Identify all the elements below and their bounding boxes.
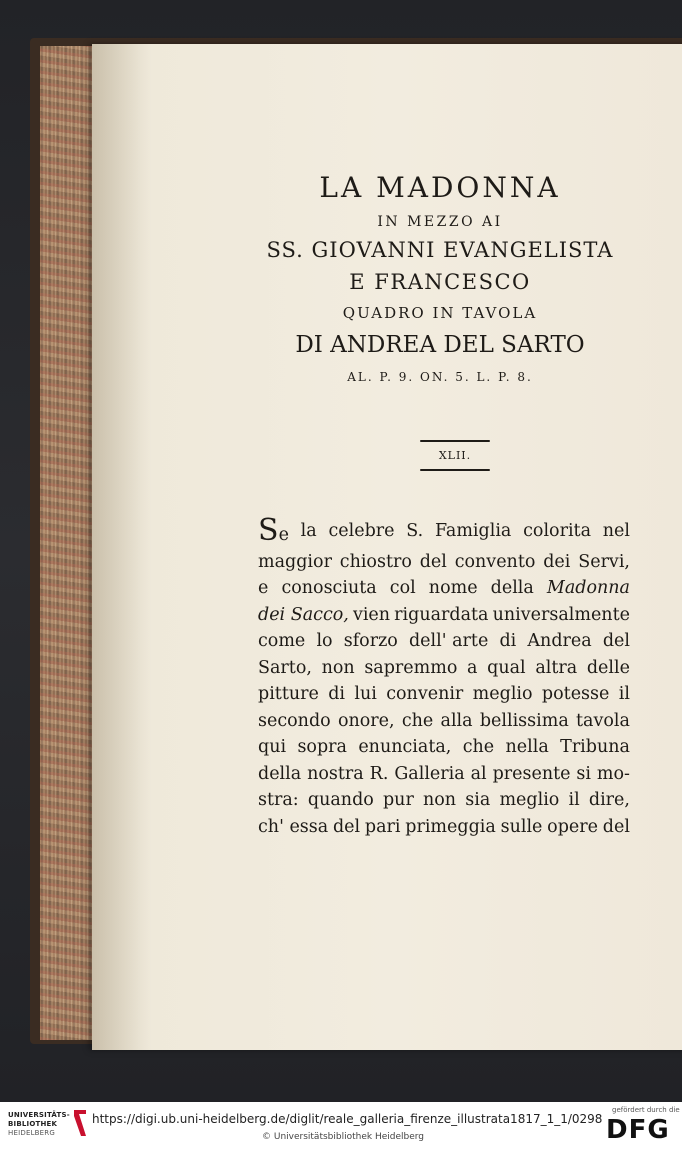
body-paragraph bbox=[258, 513, 630, 840]
title-line-2: IN MEZZO AI bbox=[377, 214, 503, 230]
word: delle bbox=[586, 657, 630, 678]
word: nel bbox=[602, 521, 630, 541]
permalink-url[interactable]: https://digi.ub.uni-heidelberg.de/diglit/reale_galleria_firenze_illustrata1817_1_1/0298 bbox=[92, 1112, 603, 1126]
title-block bbox=[240, 170, 640, 392]
text-line bbox=[258, 761, 630, 788]
word: dei bbox=[543, 551, 571, 572]
word: alla bbox=[440, 710, 473, 731]
word: onore, bbox=[337, 710, 395, 731]
word: bellissima bbox=[479, 710, 569, 731]
word: sopra bbox=[297, 737, 347, 757]
word: non bbox=[321, 657, 355, 678]
page-edge-marbled bbox=[40, 46, 100, 1040]
word: che bbox=[462, 737, 495, 757]
word: di bbox=[328, 684, 346, 704]
footer-bar bbox=[0, 1102, 682, 1151]
word: al bbox=[470, 763, 487, 784]
word: a bbox=[467, 657, 478, 678]
word: stra: bbox=[258, 790, 299, 810]
text-line bbox=[258, 681, 630, 708]
word: vien bbox=[352, 604, 391, 625]
page-gutter-shadow bbox=[92, 44, 152, 1050]
word: Galleria bbox=[394, 763, 465, 784]
title-line-6: DI ANDREA DEL SARTO bbox=[295, 332, 585, 358]
word: di bbox=[499, 631, 517, 651]
initial-capital: S bbox=[258, 513, 279, 548]
word: non bbox=[423, 790, 457, 810]
word: opere bbox=[547, 816, 598, 837]
word: sapremmo bbox=[364, 657, 458, 678]
dimensions-line: AL. P. 9. ON. 5. L. P. 8. bbox=[347, 370, 533, 384]
plate-number: XLII. bbox=[438, 449, 472, 462]
ub-heidelberg-logo[interactable] bbox=[8, 1111, 68, 1138]
word: e bbox=[258, 578, 269, 598]
word: lo bbox=[316, 631, 333, 651]
word: nella bbox=[505, 737, 549, 757]
title-line-3: SS. GIOVANNI EVANGELISTA bbox=[266, 238, 614, 262]
word: dire, bbox=[588, 790, 630, 810]
word: nome bbox=[428, 578, 478, 598]
word: Servi, bbox=[578, 551, 630, 572]
word: qui bbox=[258, 737, 287, 757]
word: mo- bbox=[596, 763, 630, 784]
dfg-logo[interactable]: DFG bbox=[606, 1115, 670, 1145]
word: conosciuta bbox=[281, 578, 377, 598]
word: qual bbox=[487, 657, 526, 678]
text-line bbox=[258, 628, 630, 655]
word: il bbox=[568, 790, 580, 810]
text-line bbox=[258, 602, 630, 629]
word: sia bbox=[465, 790, 491, 810]
funding-note: gefördert durch die bbox=[612, 1106, 680, 1114]
word bbox=[258, 513, 289, 549]
text-line bbox=[258, 814, 630, 841]
word: Famiglia bbox=[434, 521, 512, 541]
word: dei Sacco, bbox=[258, 604, 349, 625]
word: presente bbox=[492, 763, 571, 784]
word: del bbox=[419, 551, 447, 572]
text-line bbox=[258, 513, 630, 549]
word: enunciata, bbox=[358, 737, 452, 757]
word: R. bbox=[369, 763, 389, 784]
text-line bbox=[258, 734, 630, 761]
word: Andrea bbox=[527, 631, 592, 651]
word: pari bbox=[364, 816, 401, 837]
text-line bbox=[258, 575, 630, 602]
word: si bbox=[576, 763, 591, 784]
word: primeggia bbox=[405, 816, 496, 837]
word: sulle bbox=[500, 816, 543, 837]
library-name-line-1: UNIVERSITÄTS- bbox=[8, 1111, 70, 1119]
word: pitture bbox=[258, 684, 319, 704]
word: meglio bbox=[472, 684, 533, 704]
title-line-1: LA MADONNA bbox=[319, 171, 561, 204]
word: come bbox=[258, 631, 306, 651]
word: Madonna bbox=[546, 578, 630, 598]
word: il bbox=[618, 684, 630, 704]
word: meglio bbox=[499, 790, 560, 810]
word: sforzo bbox=[343, 631, 398, 651]
word: chiostro bbox=[339, 551, 412, 572]
text-line bbox=[258, 655, 630, 682]
word: celebre bbox=[328, 521, 395, 541]
text-line bbox=[258, 787, 630, 814]
word: del bbox=[332, 816, 361, 837]
word: colorita bbox=[523, 521, 592, 541]
rule-bottom bbox=[420, 469, 490, 471]
ub-logo-mark-icon bbox=[70, 1108, 90, 1138]
word: altra bbox=[535, 657, 578, 678]
word: universalmente bbox=[492, 604, 630, 625]
word: pur bbox=[382, 790, 414, 810]
rule-top bbox=[420, 440, 490, 442]
word: del bbox=[602, 816, 630, 837]
word: convenir bbox=[386, 684, 464, 704]
word: S. bbox=[406, 521, 424, 541]
word: Tribuna bbox=[560, 737, 630, 757]
word: col bbox=[389, 578, 416, 598]
word: la bbox=[300, 521, 317, 541]
word: ch' essa bbox=[258, 816, 329, 837]
word-fragment: e bbox=[278, 525, 289, 545]
title-line-4: E FRANCESCO bbox=[349, 270, 531, 294]
library-name-line-2: BIBLIOTHEK bbox=[8, 1120, 58, 1128]
word: dell' arte bbox=[408, 631, 489, 651]
word: maggior bbox=[258, 551, 332, 572]
word: del bbox=[602, 631, 630, 651]
word: della bbox=[490, 578, 534, 598]
title-line-5: QUADRO IN TAVOLA bbox=[342, 304, 538, 322]
word: Sarto, bbox=[258, 657, 312, 678]
word: riguardata bbox=[394, 604, 489, 625]
plate-number-ornament bbox=[420, 440, 490, 480]
word: lui bbox=[354, 684, 377, 704]
text-line bbox=[258, 708, 630, 735]
copyright-notice: © Universitätsbibliothek Heidelberg bbox=[262, 1132, 425, 1142]
word: tavola bbox=[576, 710, 630, 731]
word: potesse bbox=[541, 684, 610, 704]
word: della bbox=[258, 763, 302, 784]
word: convento bbox=[454, 551, 536, 572]
word: quando bbox=[307, 790, 374, 810]
word: secondo bbox=[258, 710, 331, 731]
library-name-line-3: HEIDELBERG bbox=[8, 1129, 55, 1137]
word: che bbox=[401, 710, 434, 731]
text-line bbox=[258, 549, 630, 576]
word: nostra bbox=[307, 763, 364, 784]
